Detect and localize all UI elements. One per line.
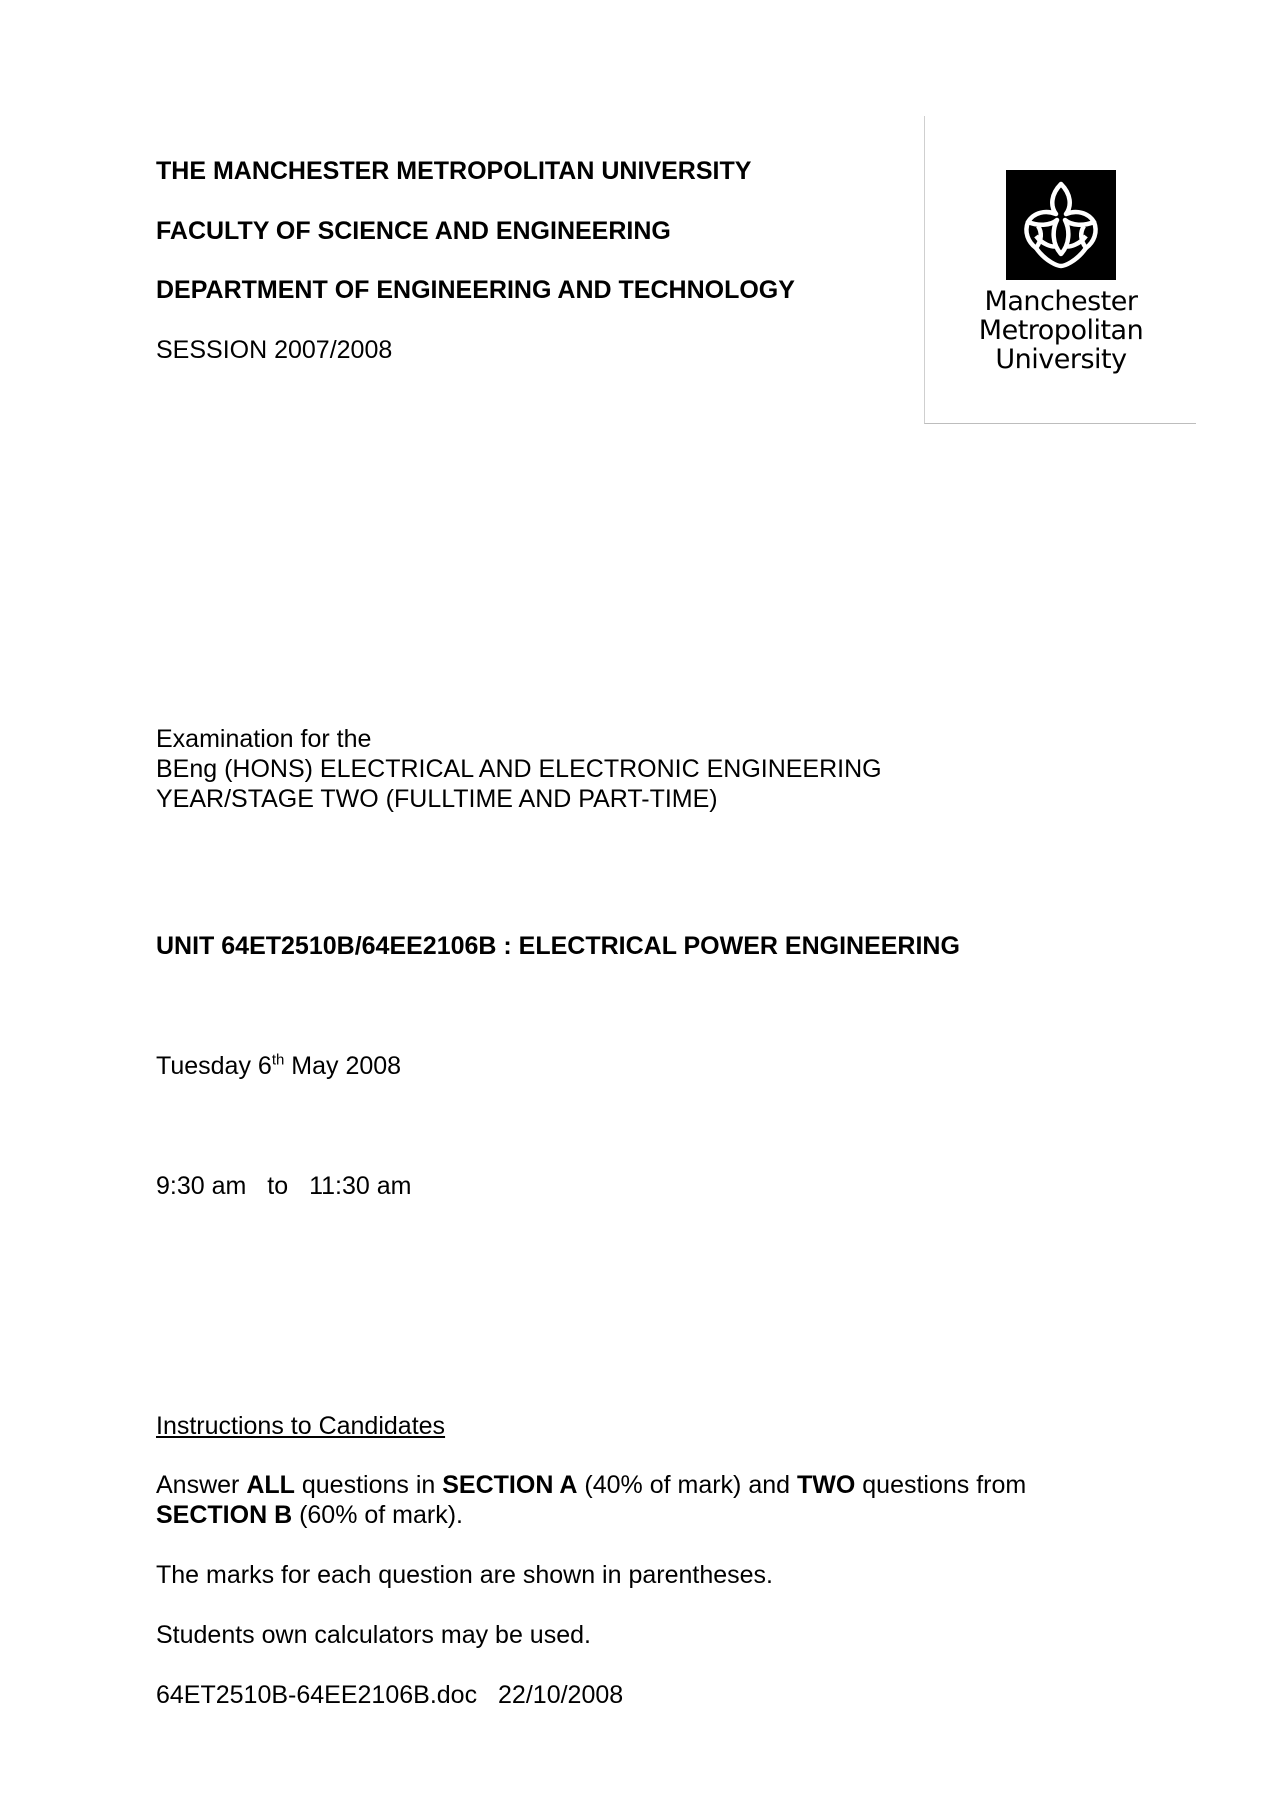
exam-intro: Examination for the [156, 725, 372, 753]
university-name: THE MANCHESTER METROPOLITAN UNIVERSITY [156, 157, 752, 185]
department-name: DEPARTMENT OF ENGINEERING AND TECHNOLOGY [156, 276, 795, 304]
exam-date [156, 1051, 401, 1081]
logo-text-line: Metropolitan [978, 315, 1144, 346]
exam-stage: YEAR/STAGE TWO (FULLTIME AND PART-TIME) [156, 785, 718, 813]
instructions-calculators: Students own calculators may be used. [156, 1621, 591, 1649]
text-run: ALL [246, 1471, 295, 1499]
logo-text-line: University [995, 344, 1127, 375]
logo-emblem-icon [1006, 170, 1116, 280]
instructions-marks: The marks for each question are shown in parentheses. [156, 1561, 774, 1589]
exam-time [156, 1171, 412, 1201]
footer-filename: 64ET2510B-64EE2106B.doc [156, 1681, 478, 1709]
faculty-name: FACULTY OF SCIENCE AND ENGINEERING [156, 217, 671, 245]
text-run: Answer [156, 1471, 247, 1499]
university-logo [924, 116, 1196, 424]
exam-time-start: 9:30 am [156, 1172, 247, 1200]
exam-date-suffix: th [271, 1051, 285, 1069]
session: SESSION 2007/2008 [156, 336, 393, 364]
text-run: SECTION A [442, 1471, 578, 1499]
text-run: TWO [796, 1471, 856, 1499]
logo-text-line: Manchester [984, 286, 1138, 317]
text-run: SECTION B [156, 1501, 293, 1529]
exam-date-rest: May 2008 [284, 1052, 402, 1080]
instructions-answer-line2 [156, 1500, 463, 1530]
exam-time-to: to [267, 1172, 289, 1200]
text-run: questions from [855, 1471, 1027, 1499]
exam-time-end: 11:30 am [309, 1172, 412, 1200]
text-run: questions in [294, 1471, 443, 1499]
unit-title: UNIT 64ET2510B/64EE2106B : ELECTRICAL POWER ENGINEERING [156, 932, 960, 960]
text-run: (40% of mark) and [577, 1471, 797, 1499]
instructions-heading: Instructions to Candidates [156, 1412, 446, 1440]
exam-programme: BEng (HONS) ELECTRICAL AND ELECTRONIC ENGINEERING [156, 755, 882, 783]
text-run: (60% of mark). [292, 1501, 463, 1529]
exam-date-day: Tuesday 6 [156, 1052, 272, 1080]
document-footer [156, 1680, 623, 1710]
footer-date: 22/10/2008 [498, 1681, 624, 1709]
instructions-answer-line1 [156, 1470, 1026, 1500]
